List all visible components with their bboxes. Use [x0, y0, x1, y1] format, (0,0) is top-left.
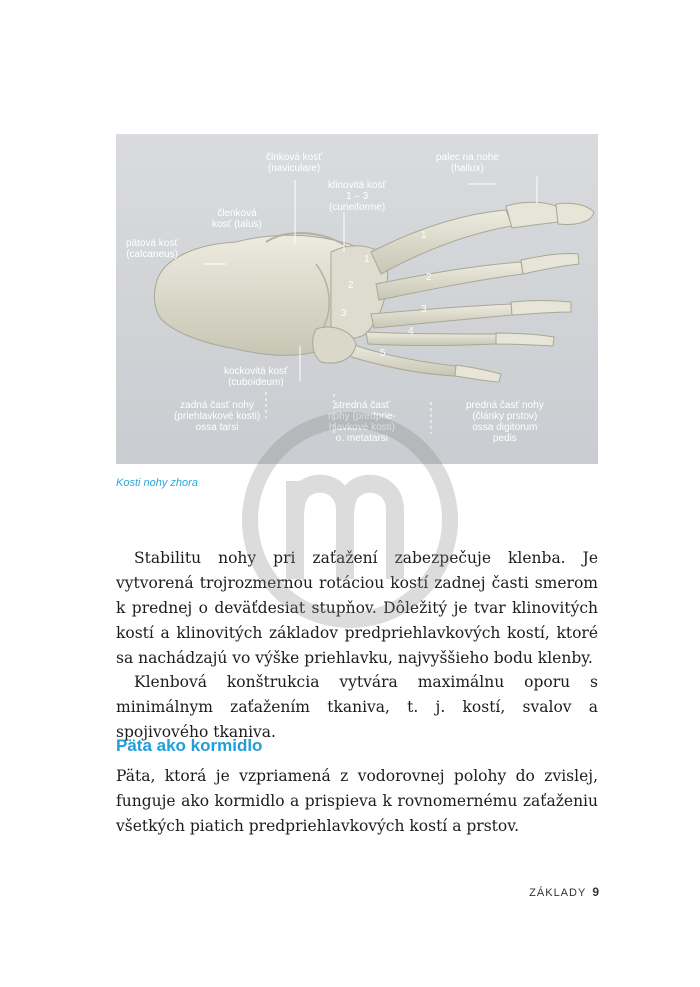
figure-caption: Kosti nohy zhora [116, 477, 198, 489]
paragraph-1: Stabilitu nohy pri zaťažení zabezpečuje klenba. Je vytvorená trojrozmernou rotáciou kostí zadnej časti smerom k prednej o deväťdesiat stupňov. Dôležitý je tvar klinovitých kostí a klinovitých základov predpriehlavkových kostí, ktoré sa nachádzajú vo výške priehlavku, najvyššieho bodu klenby. [116, 549, 598, 667]
label-talus: členková kosť (talus) [212, 208, 262, 230]
label-cuboideum: kockovitá kosť (cuboideum) [224, 366, 288, 388]
cuneiform-number: 2 [348, 280, 354, 291]
label-front-foot: predná časť nohy (články prstov) ossa digitorum pedis [466, 400, 544, 444]
label-cuneiforme: klinovitá kosť 1 – 3 (cuneiforme) [328, 180, 387, 213]
metatarsal-number: 4 [408, 326, 414, 337]
paragraph-3: Päta, ktorá je vzpriamená z vodorovnej polohy do zvislej, funguje ako kormidlo a prispieva k rovnomernému zaťaženiu všetkých piatich predpriehlavkových kostí a prstov. [116, 767, 598, 835]
label-rear-foot: zadná časť nohy (priehlavkové kosti) ossa tarsi [174, 400, 261, 433]
label-naviculare: člnková kosť (naviculare) [266, 152, 322, 174]
page-footer [529, 885, 600, 899]
label-hallux: palec na nohe (hallux) [436, 152, 499, 174]
metatarsal-number: 2 [426, 272, 432, 283]
page-number: 9 [592, 885, 600, 899]
label-calcaneus: pätová kosť (calcaneus) [126, 238, 179, 260]
cuneiform-number: 1 [364, 254, 370, 265]
cuneiform-number: 3 [341, 308, 347, 319]
footer-section: ZÁKLADY [529, 887, 587, 899]
section-heading: Päta ako kormidlo [116, 736, 263, 755]
metatarsal-number: 3 [421, 304, 427, 315]
foot-bones-figure [116, 134, 598, 464]
label-mid-foot: stredná časť nohy (predprie- hlavkové kosti) o. metatarsi [328, 400, 396, 444]
paragraph-2: Klenbová konštrukcia vytvára maximálnu oporu s minimálnym zaťažením tkaniva, t. j. kostí, svalov a spojivového tkaniva. [116, 673, 598, 741]
metatarsal-number: 5 [380, 348, 386, 359]
metatarsal-number: 1 [421, 230, 427, 241]
